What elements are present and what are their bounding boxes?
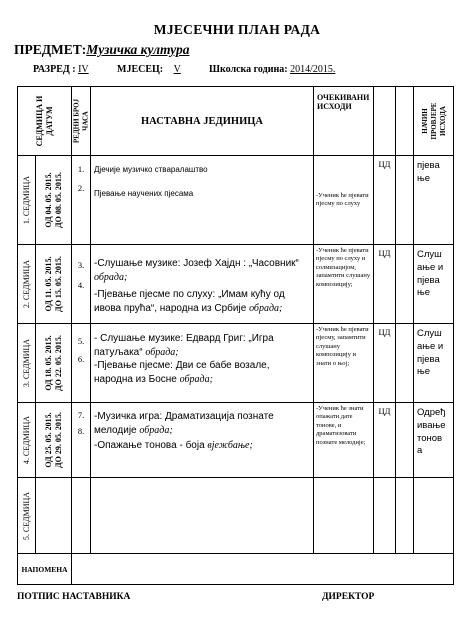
unit-header: НАСТАВНА ЈЕДИНИЦА: [91, 87, 314, 156]
empty-cell: [396, 478, 414, 554]
lesson-units: -Музичка игра: Драматизација познате мелодије обрада; -Опажање тонова - боја вјежбање;: [91, 403, 314, 478]
lesson-type: ЦД: [374, 403, 396, 478]
lesson-numbers: [72, 478, 91, 554]
remark-label-cell: НАПОМЕНА: [18, 554, 72, 585]
week-dates: ОД 11. 05. 2015. ДО 15. 05. 2015.: [36, 245, 72, 324]
subject-label: ПРЕДМЕТ:: [14, 42, 87, 57]
lesson-numbers: 3. 4.: [72, 245, 91, 324]
header-row: [18, 87, 454, 156]
week-dates: ОД 25. 05. 2015. ДО 29. 05. 2015.: [36, 403, 72, 478]
check-method: пјева ње: [414, 156, 454, 245]
lesson-units: Дјечије музичко стваралаштво Пјевање научених пјесама: [91, 156, 314, 245]
school-year-label: Школска година:: [209, 64, 288, 75]
grade-field: [33, 64, 89, 75]
lesson-numbers: 5. 6.: [72, 324, 91, 403]
empty-cell: [396, 245, 414, 324]
week-label: 4. СЕДМИЦА: [18, 403, 36, 478]
school-year-value: 2014/2015.: [290, 64, 336, 75]
page-title: МЈЕСЕЧНИ ПЛАН РАДА: [153, 22, 321, 37]
empty-cell: [396, 156, 414, 245]
week-date-header: СЕДМИЦА И ДАТУМ: [18, 87, 72, 156]
lesson-units: - Слушање музике: Едвард Григ: „Игра патуљака“ обрада; -Пјевање пјесме: Дви се бабе возале, народна из Босне обрада;: [91, 324, 314, 403]
grade-value: IV: [78, 64, 89, 75]
lesson-type: ЦД: [374, 245, 396, 324]
week-row: [18, 245, 454, 324]
expected-outcomes: -Ученик ће пјевати пјесму по слуху и солмизацијом, запамтити слушану композицију;: [314, 245, 374, 324]
teacher-signature-label: ПОТПИС НАСТАВНИКА: [17, 592, 131, 602]
empty-cell: [396, 324, 414, 403]
outcomes-header: ОЧЕКИВАНИ ИСХОДИ: [314, 87, 374, 156]
check-method: Слуш ање и пјева ње: [414, 245, 454, 324]
type-header: [374, 87, 396, 156]
month-label: МЈЕСЕЦ:: [117, 64, 164, 75]
check-method-header: НАЧИН ПРОВЈЕРЕ ИСХОДА: [414, 87, 454, 156]
week-row: [18, 324, 454, 403]
week-dates: ОД 18. 05. 2015. ДО 22. 05. 2015.: [36, 324, 72, 403]
school-year-field: [209, 64, 335, 75]
lesson-type: [374, 478, 396, 554]
director-signature-label: ДИРЕКТОР: [322, 592, 375, 602]
check-method: Одређ ивање тонов а: [414, 403, 454, 478]
week-label: 3. СЕДМИЦА: [18, 324, 36, 403]
empty-header: [396, 87, 414, 156]
grade-label: РАЗРЕД :: [33, 64, 76, 75]
empty-cell: [396, 403, 414, 478]
lesson-units: [91, 478, 314, 554]
check-method: Слуш ање и пјева ње: [414, 324, 454, 403]
expected-outcomes: [314, 478, 374, 554]
plan-table: [17, 86, 454, 585]
lesson-numbers: 1. 2.: [72, 156, 91, 245]
subject-line: [14, 42, 190, 58]
subject-value: Музичка култура: [86, 42, 190, 57]
lesson-type: ЦД: [374, 324, 396, 403]
check-method: [414, 478, 454, 554]
month-field: [117, 64, 181, 75]
week-dates: ОД 04. 05. 2015. ДО 08. 05. 2015.: [36, 156, 72, 245]
week-dates: [36, 478, 72, 554]
remark-row: [18, 554, 454, 585]
expected-outcomes: -Ученик ће знати опажати дате тонове, и драматизовати познате мелодије;: [314, 403, 374, 478]
week-label: 1. СЕДМИЦА: [18, 156, 36, 245]
lesson-units: -Слушање музике: Јозеф Хајдн : „Часовник“ обрада; -Пјевање пјесме по слуху: „Имам кућу од ивова прућа“, народна из Србије обрада;: [91, 245, 314, 324]
expected-outcomes: -Ученик ће пјевати пјесму, запамтити слушану композицију и знати о њој;: [314, 324, 374, 403]
week-row: [18, 156, 454, 245]
remark-content: [72, 554, 454, 585]
ordinal-header: РЕДНИ БРОЈ ЧАСА: [72, 87, 91, 156]
week-row: [18, 478, 454, 554]
week-row: [18, 403, 454, 478]
week-label: 5. СЕДМИЦА: [18, 478, 36, 554]
expected-outcomes: -Ученик ће пјевати пјесму по слуху: [314, 156, 374, 245]
lesson-numbers: 7. 8.: [72, 403, 91, 478]
lesson-type: ЦД: [374, 156, 396, 245]
week-label: 2. СЕДМИЦА: [18, 245, 36, 324]
month-value: V: [173, 64, 181, 75]
